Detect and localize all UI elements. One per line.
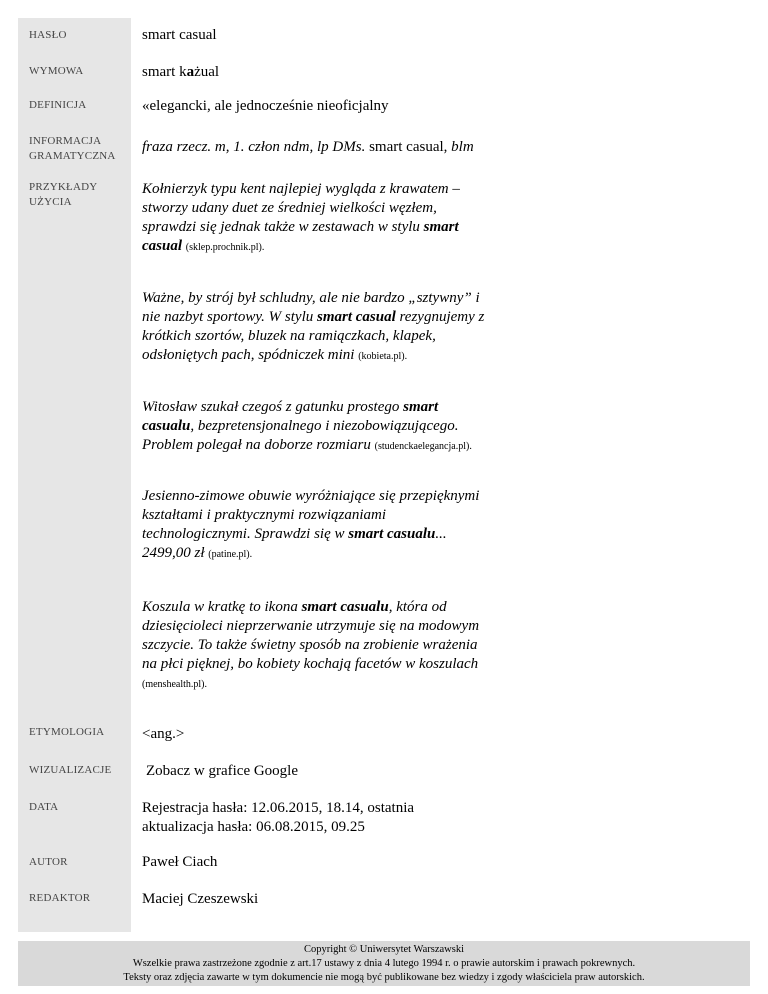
label-date: DATA (29, 801, 59, 813)
label-headword: HASŁO (29, 29, 67, 41)
label-grammar: INFORMACJA GRAMATYCZNA (29, 135, 116, 162)
definition-value: «elegancki, ale jednocześnie nieoficjalny (142, 98, 389, 114)
copyright-footer (18, 941, 750, 986)
footer-rights: Wszelkie prawa zastrzeżone zgodnie z art.17 ustawy z dnia 4 lutego 1994 r. o prawie autorskim i prawach pokrewnych. (132, 958, 636, 969)
label-examples: PRZYKŁADY UŻYCIA (29, 181, 98, 208)
google-images-link[interactable]: Zobacz w grafice Google (146, 763, 299, 779)
pronunciation-value: smart każual (142, 64, 220, 80)
grammar-value: fraza rzecz. m, 1. człon ndm, lp DMs. smart casual, blm (142, 139, 474, 155)
example-4: Jesienno-zimowe obuwie wyróżniające się przepięknymi kształtami i praktycznymi rozwiązaniami technologicznymi. Sprawdzi się w smart casualu... 2499,00 zł (patine.pl). (142, 488, 480, 561)
label-etymology: ETYMOLOGIA (29, 726, 105, 738)
example-3: Witosław szukał czegoś z gatunku prostego smart casualu, bezpretensjonalnego i niezobowiązującego. Problem polegał na doborze rozmiaru (studenckaelegancja.pl). (142, 399, 472, 453)
label-editor: REDAKTOR (29, 892, 91, 904)
footer-copyright: Copyright © Uniwersytet Warszawski (303, 944, 465, 955)
label-definition: DEFINICJA (29, 99, 87, 111)
date-value: Rejestracja hasła: 12.06.2015, 18.14, ostatnia aktualizacja hasła: 06.08.2015, 09.25 (142, 800, 415, 835)
headword-value: smart casual (142, 27, 217, 43)
example-2: Ważne, by strój był schludny, ale nie bardzo „sztywny” i nie nazbyt sportowy. W stylu smart casual rezygnujemy z krótkich szortów, bluzek na ramiączkach, klapek, odsłoniętych pach, spódniczek mini (kobieta.pl). (142, 290, 485, 363)
label-author: AUTOR (29, 856, 68, 868)
author-value: Paweł Ciach (142, 854, 218, 870)
editor-value: Maciej Czeszewski (142, 891, 259, 907)
label-visualizations: WIZUALIZACJE (29, 764, 112, 776)
etymology-value: <ang.> (142, 726, 185, 742)
example-1: Kołnierzyk typu kent najlepiej wygląda z krawatem – stworzy udany duet ze średniej wielkości węzłem, sprawdzi się jednak także w zestawach w stylu smart casual (sklep.prochnik.pl). (142, 181, 460, 254)
label-pronunciation: WYMOWA (29, 65, 84, 77)
footer-notice: Teksty oraz zdjęcia zawarte w tym dokumencie nie mogą być publikowane bez wiedzy i zgody właściciela praw autorskich. (123, 972, 645, 983)
example-5: Koszula w kratkę to ikona smart casualu, która od dziesięcioleci nieprzerwanie utrzymuje się na modowym szczycie. To także świetny sposób na zrobienie wrażenia na płci pięknej, bo kobiety kochają facetów w koszulach (menshealth.pl). (142, 599, 480, 690)
